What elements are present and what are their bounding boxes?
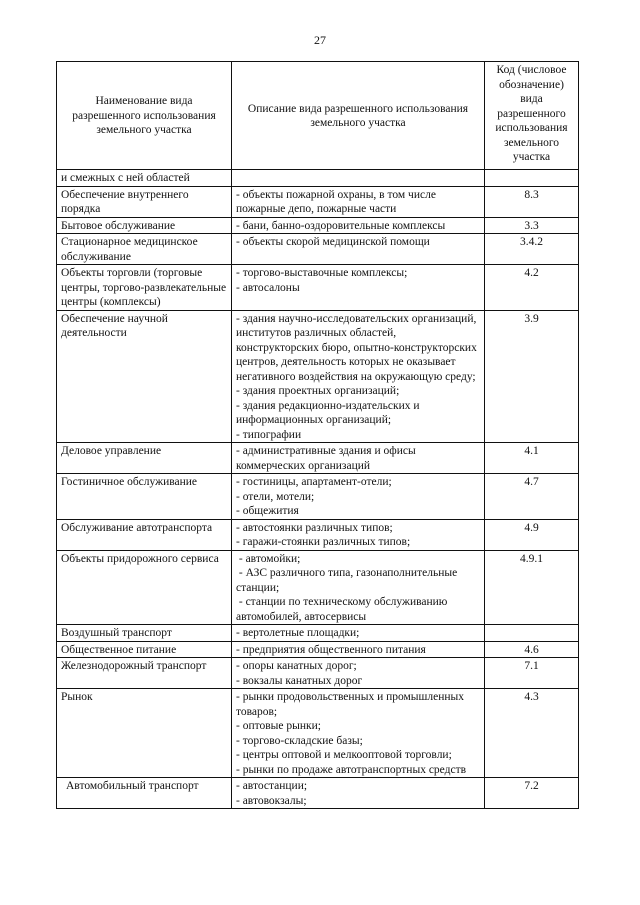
land-use-name: Объекты торговли (торговые центры, торгово-развлекательные центры (комплексы) bbox=[57, 265, 232, 311]
land-use-code: 4.9 bbox=[485, 519, 579, 550]
land-use-code: 4.6 bbox=[485, 641, 579, 658]
table-row bbox=[57, 658, 579, 689]
land-use-name: Бытовое обслуживание bbox=[57, 217, 232, 234]
description-line: - вертолетные площадки; bbox=[236, 627, 360, 639]
table-row bbox=[57, 474, 579, 520]
table-header-row bbox=[57, 62, 579, 170]
land-use-name: Гостиничное обслуживание bbox=[57, 474, 232, 520]
land-use-description bbox=[232, 217, 485, 234]
table-row bbox=[57, 689, 579, 778]
land-use-code: 7.1 bbox=[485, 658, 579, 689]
table-row bbox=[57, 217, 579, 234]
table-row bbox=[57, 778, 579, 809]
description-line: - общежития bbox=[236, 505, 299, 517]
land-use-name: Автомобильный транспорт bbox=[57, 778, 232, 809]
land-use-description bbox=[232, 550, 485, 625]
description-line: - гаражи-стоянки различных типов; bbox=[236, 536, 411, 548]
description-line: - опоры канатных дорог; bbox=[236, 660, 357, 672]
land-use-table bbox=[56, 61, 579, 809]
description-line: - здания проектных организаций; bbox=[236, 385, 400, 397]
description-line: - предприятия общественного питания bbox=[236, 643, 426, 656]
land-use-code: 3.9 bbox=[485, 310, 579, 443]
land-use-description bbox=[232, 519, 485, 550]
description-line: - АЗС различного типа, газонаполнительные станции; bbox=[236, 567, 461, 594]
land-use-code: 8.3 bbox=[485, 186, 579, 217]
land-use-description bbox=[232, 689, 485, 778]
land-use-code: 3.4.2 bbox=[485, 234, 579, 265]
land-use-description bbox=[232, 186, 485, 217]
description-line: - торгово-складские базы; bbox=[236, 734, 363, 747]
land-use-name: Обеспечение научной деятельности bbox=[57, 310, 232, 443]
description-line: - автомойки; bbox=[236, 552, 301, 565]
land-use-code bbox=[485, 625, 579, 642]
description-line: - гостиницы, апартамент-отели; bbox=[236, 476, 392, 488]
table-row bbox=[57, 519, 579, 550]
land-use-name: Обслуживание автотранспорта bbox=[57, 519, 232, 550]
description-line: - типографии bbox=[236, 428, 302, 441]
land-use-description bbox=[232, 474, 485, 520]
land-use-name: Объекты придорожного сервиса bbox=[57, 550, 232, 625]
description-line: - торгово-выставочные комплексы; bbox=[236, 267, 408, 279]
header-name: Наименование вида разрешенного использования земельного участка bbox=[57, 62, 232, 170]
table-row bbox=[57, 310, 579, 443]
land-use-name: Обеспечение внутреннего порядка bbox=[57, 186, 232, 217]
land-use-code: 4.2 bbox=[485, 265, 579, 311]
description-line: - рынки по продаже автотранспортных средств bbox=[236, 763, 467, 776]
land-use-description bbox=[232, 310, 485, 443]
description-line: - отели, мотели; bbox=[236, 490, 315, 503]
header-description: Описание вида разрешенного использования земельного участка bbox=[232, 62, 485, 170]
description-line: - здания редакционно-издательских и информационных организаций; bbox=[236, 399, 423, 426]
land-use-description bbox=[232, 625, 485, 642]
land-use-description bbox=[232, 443, 485, 474]
land-use-name: Воздушный транспорт bbox=[57, 625, 232, 642]
land-use-description bbox=[232, 234, 485, 265]
description-line: - автовокзалы; bbox=[236, 794, 307, 807]
land-use-name: Железнодорожный транспорт bbox=[57, 658, 232, 689]
land-use-code: 4.7 bbox=[485, 474, 579, 520]
description-line: - автосалоны bbox=[236, 281, 300, 294]
description-line: - автостанции; bbox=[236, 780, 308, 792]
table-row bbox=[57, 443, 579, 474]
continuation-empty-cell bbox=[232, 170, 485, 187]
land-use-description bbox=[232, 658, 485, 689]
description-line: - объекты скорой медицинской помощи bbox=[236, 236, 430, 248]
table-row bbox=[57, 265, 579, 311]
description-line: - оптовые рынки; bbox=[236, 720, 321, 732]
land-use-code: 4.1 bbox=[485, 443, 579, 474]
land-use-code: 4.3 bbox=[485, 689, 579, 778]
description-line: - автостоянки различных типов; bbox=[236, 521, 393, 534]
continuation-cell: и смежных с ней областей bbox=[57, 170, 232, 187]
table-row bbox=[57, 625, 579, 642]
land-use-name: Стационарное медицинское обслуживание bbox=[57, 234, 232, 265]
land-use-name: Общественное питание bbox=[57, 641, 232, 658]
page-number: 27 bbox=[314, 33, 326, 47]
land-use-description bbox=[232, 265, 485, 311]
land-use-code: 4.9.1 bbox=[485, 550, 579, 625]
land-use-name: Деловое управление bbox=[57, 443, 232, 474]
land-use-description bbox=[232, 641, 485, 658]
table-row bbox=[57, 234, 579, 265]
land-use-code: 7.2 bbox=[485, 778, 579, 809]
table-body bbox=[57, 170, 579, 809]
description-line: - административные здания и офисы коммерческих организаций bbox=[236, 445, 419, 472]
land-use-name: Рынок bbox=[57, 689, 232, 778]
land-use-code: 3.3 bbox=[485, 217, 579, 234]
table-row bbox=[57, 550, 579, 625]
description-line: - бани, банно-оздоровительные комплексы bbox=[236, 219, 446, 232]
description-line: - здания научно-исследовательских организаций, институтов различных областей, конструкторских бюро, опытно-конструкторских центров, деятельность которых не оказывает негативного воздействия на окружающую среду; bbox=[236, 312, 480, 383]
description-line: - станции по техническому обслуживанию автомобилей, автосервисы bbox=[236, 596, 451, 623]
land-use-description bbox=[232, 778, 485, 809]
table-row bbox=[57, 186, 579, 217]
continuation-row bbox=[57, 170, 579, 187]
header-code: Код (числовое обозначение) вида разрешенного использования земельного участка bbox=[485, 62, 579, 170]
description-line: - вокзалы канатных дорог bbox=[236, 674, 363, 687]
description-line: - объекты пожарной охраны, в том числе пожарные депо, пожарные части bbox=[236, 188, 439, 215]
table-row bbox=[57, 641, 579, 658]
description-line: - центры оптовой и мелкооптовой торговли; bbox=[236, 749, 452, 761]
description-line: - рынки продовольственных и промышленных товаров; bbox=[236, 691, 467, 718]
continuation-empty-code bbox=[485, 170, 579, 187]
